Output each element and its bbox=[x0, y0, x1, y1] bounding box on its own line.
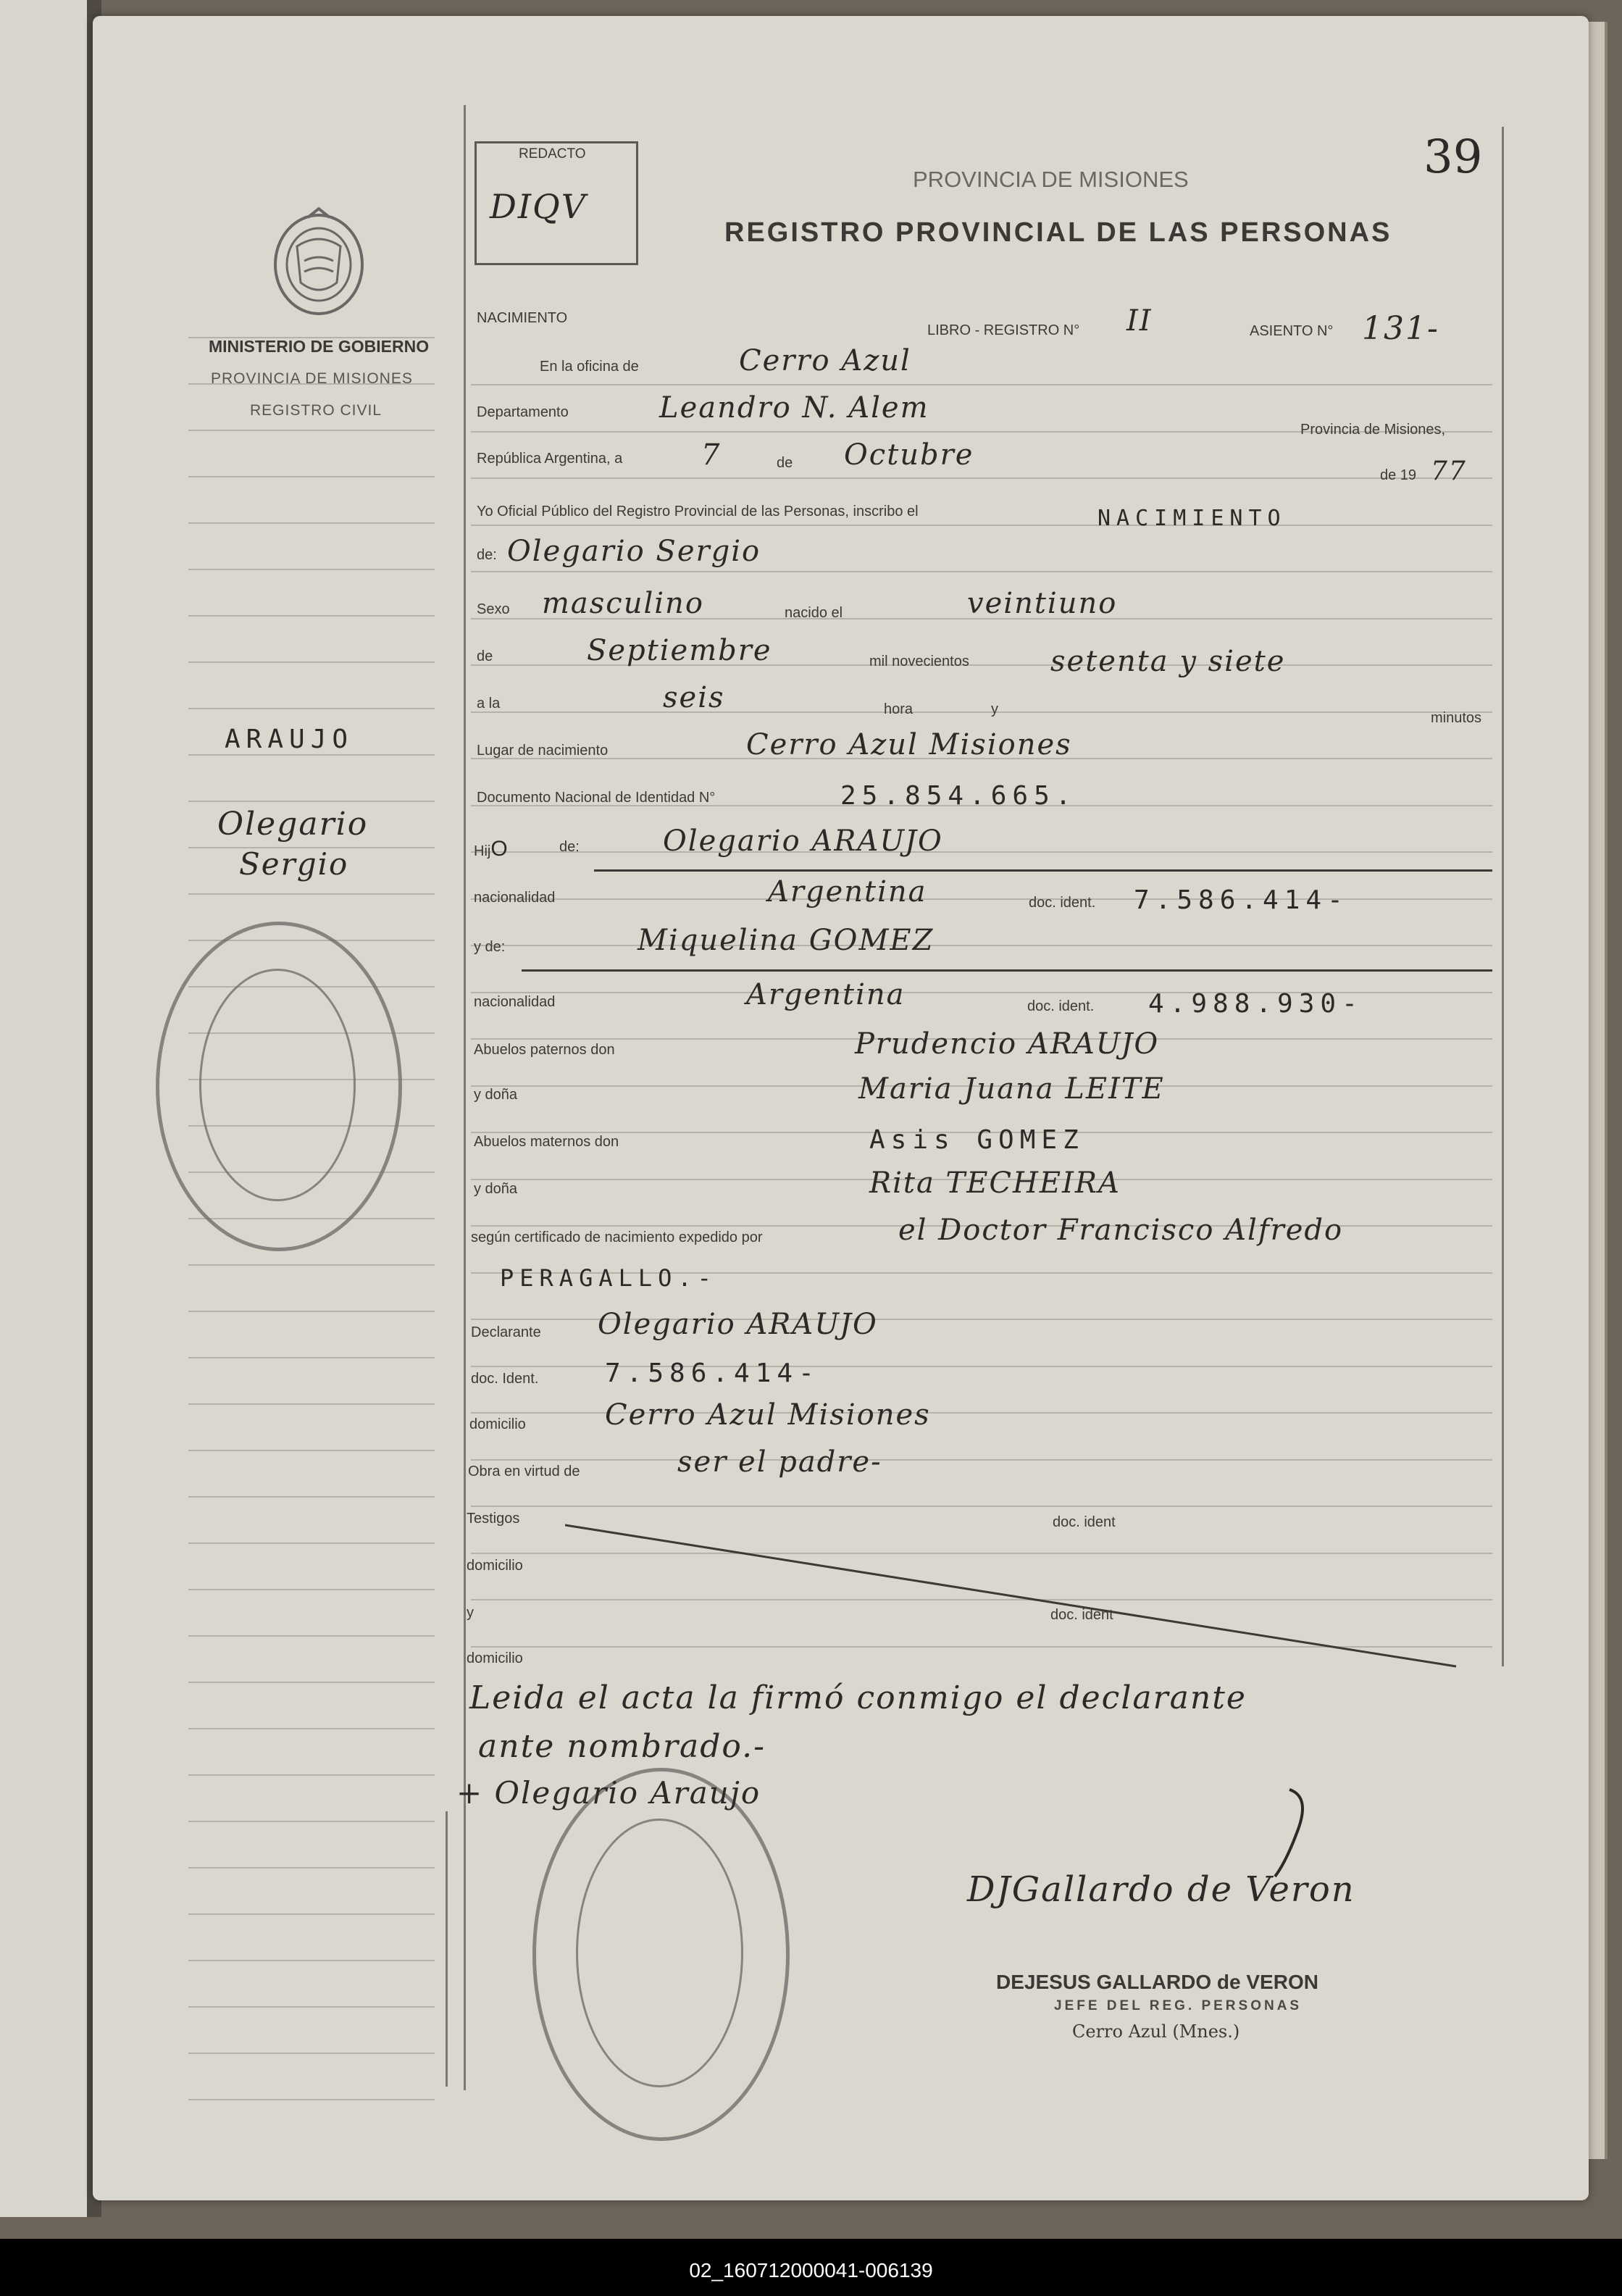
label-abuelos-paternos: Abuelos paternos don bbox=[474, 1042, 615, 1058]
margin-line-right bbox=[1502, 127, 1504, 1666]
redacto-initials: DIQV bbox=[490, 187, 587, 226]
label-domicilio-testigo: domicilio bbox=[467, 1558, 523, 1574]
ruled-line bbox=[188, 430, 435, 431]
label-docident-declarante: doc. Ident. bbox=[471, 1371, 539, 1387]
label-nacimiento: NACIMIENTO bbox=[477, 310, 568, 326]
value-padre: Olegario ARAUJO bbox=[663, 825, 943, 858]
ruled-line bbox=[188, 1264, 435, 1266]
coat-of-arms bbox=[264, 203, 373, 319]
official-signature: DJGallardo de Veron bbox=[967, 1869, 1355, 1910]
value-docident-declarante: 7.586.414- bbox=[605, 1358, 820, 1388]
label-minutos: minutos bbox=[1431, 710, 1482, 726]
label-abuelos-maternos: Abuelos maternos don bbox=[474, 1134, 619, 1150]
label-mil: mil novecientos bbox=[869, 654, 969, 669]
ministry-line2: PROVINCIA DE MISIONES bbox=[211, 370, 413, 387]
ruled-line bbox=[188, 1496, 435, 1498]
ruled-line bbox=[188, 2099, 435, 2100]
value-departamento: Leandro N. Alem bbox=[659, 391, 929, 425]
margin-given-2: Sergio bbox=[239, 846, 349, 882]
label-hij bbox=[474, 837, 508, 861]
label-y-dona-paterna: y doña bbox=[474, 1087, 518, 1103]
value-obra: ser el padre- bbox=[677, 1445, 882, 1479]
label-asiento: ASIENTO N° bbox=[1250, 323, 1334, 339]
value-anio-nac: setenta y siete bbox=[1050, 645, 1286, 678]
ruled-line bbox=[188, 476, 435, 477]
label-libro: LIBRO - REGISTRO N° bbox=[927, 322, 1080, 338]
label-nacionalidad-padre: nacionalidad bbox=[474, 890, 556, 906]
ruled-line bbox=[188, 754, 435, 756]
declarant-signature: + Olegario Araujo bbox=[456, 1775, 761, 1811]
value-abuelos-paternos: Prudencio ARAUJO bbox=[855, 1027, 1160, 1061]
margin-line-lower bbox=[446, 1811, 448, 2087]
label-yo-oficial: Yo Oficial Público del Registro Provincial de las Personas, inscribo el bbox=[477, 504, 919, 519]
value-nacido: veintiuno bbox=[967, 587, 1118, 620]
ruled-line bbox=[188, 1635, 435, 1637]
value-declarante: Olegario ARAUJO bbox=[598, 1308, 878, 1341]
label-hora: hora bbox=[884, 701, 914, 717]
left-page bbox=[0, 0, 87, 2217]
label-y-dona-materna: y doña bbox=[474, 1181, 518, 1197]
value-docident-madre: 4.988.930- bbox=[1148, 989, 1363, 1019]
province-heading: PROVINCIA DE MISIONES bbox=[913, 167, 1189, 192]
label-hij-prefix: Hij bbox=[474, 843, 491, 859]
label-departamento: Departamento bbox=[477, 404, 569, 420]
redacto-label: REDACTO bbox=[519, 146, 586, 162]
ruled-line bbox=[188, 1913, 435, 1915]
signature-flourish bbox=[1246, 1782, 1333, 1884]
ruled-line bbox=[188, 1728, 435, 1729]
label-de-nombre: de: bbox=[477, 547, 497, 563]
label-docident-padre: doc. ident. bbox=[1029, 895, 1096, 911]
value-segun: el Doctor Francisco Alfredo bbox=[898, 1214, 1344, 1247]
label-docident-testigo-2: doc. ident bbox=[1050, 1607, 1113, 1623]
margin-surname: ARAUJO bbox=[225, 725, 354, 754]
label-provincia: Provincia de Misiones, bbox=[1300, 422, 1446, 438]
value-hora: seis bbox=[663, 681, 725, 714]
label-de-mes-nac: de bbox=[477, 648, 493, 664]
closing-line-1: Leida el acta la firmó conmigo el declarante bbox=[469, 1679, 1247, 1716]
ruled-line bbox=[188, 1867, 435, 1869]
label-nacionalidad-madre: nacionalidad bbox=[474, 994, 556, 1010]
ruled-line bbox=[188, 2053, 435, 2054]
label-domicilio: domicilio bbox=[469, 1416, 526, 1432]
value-asiento: 131- bbox=[1362, 310, 1439, 347]
ruled-line bbox=[188, 1774, 435, 1776]
value-mes-nac: Septiembre bbox=[587, 634, 772, 667]
underline-padre bbox=[594, 869, 1492, 872]
label-oficina: En la oficina de bbox=[540, 359, 639, 375]
label-obra: Obra en virtud de bbox=[468, 1464, 580, 1479]
official-stamp-lower bbox=[532, 1768, 790, 2141]
ruled-line bbox=[188, 661, 435, 663]
ruled-line bbox=[188, 1450, 435, 1451]
ruled-line bbox=[188, 708, 435, 709]
label-dni: Documento Nacional de Identidad N° bbox=[477, 790, 716, 806]
form-ruled-line bbox=[471, 571, 1492, 572]
label-declarante: Declarante bbox=[471, 1324, 541, 1340]
label-y-minutos: y bbox=[991, 701, 998, 717]
form-ruled-line bbox=[471, 945, 1492, 946]
ruled-line bbox=[188, 1682, 435, 1683]
label-nacido: nacido el bbox=[785, 605, 843, 621]
value-dia: 7 bbox=[701, 438, 722, 472]
label-domicilio-testigo-2: domicilio bbox=[467, 1650, 523, 1666]
value-sexo: masculino bbox=[542, 587, 704, 620]
label-sexo: Sexo bbox=[477, 601, 510, 617]
label-y-testigo: y bbox=[467, 1605, 474, 1621]
ruled-line bbox=[188, 1821, 435, 1822]
label-lugar: Lugar de nacimiento bbox=[477, 743, 609, 759]
form-ruled-line bbox=[471, 711, 1492, 713]
ministry-line1: MINISTERIO DE GOBIERNO bbox=[209, 337, 430, 356]
label-anio: de 19 bbox=[1380, 467, 1417, 483]
label-docident-madre: doc. ident. bbox=[1027, 998, 1095, 1014]
form-ruled-line bbox=[471, 525, 1492, 526]
form-ruled-line bbox=[471, 1459, 1492, 1461]
form-ruled-line bbox=[471, 384, 1492, 385]
value-nacionalidad-padre: Argentina bbox=[768, 875, 927, 909]
ruled-line bbox=[188, 1589, 435, 1590]
ruled-line bbox=[188, 893, 435, 895]
label-y-de: y de: bbox=[474, 939, 506, 955]
ministry-line3: REGISTRO CIVIL bbox=[250, 402, 382, 419]
value-docident-padre: 7.586.414- bbox=[1134, 885, 1349, 915]
ruled-line bbox=[188, 801, 435, 802]
form-ruled-line bbox=[471, 1506, 1492, 1507]
label-testigos: Testigos bbox=[467, 1511, 520, 1527]
value-dni: 25.854.665. bbox=[840, 781, 1077, 811]
value-nombre: Olegario Sergio bbox=[507, 535, 761, 568]
label-segun: según certificado de nacimiento expedido por bbox=[471, 1230, 763, 1245]
ruled-line bbox=[188, 615, 435, 617]
value-libro: II bbox=[1126, 304, 1153, 338]
ruled-line bbox=[188, 1960, 435, 1961]
redacto-box bbox=[475, 141, 638, 265]
ruled-line bbox=[188, 2006, 435, 2008]
label-a-la: a la bbox=[477, 696, 501, 711]
label-de-mes: de bbox=[777, 455, 793, 471]
form-ruled-line bbox=[471, 851, 1492, 853]
witness-strike-line bbox=[565, 1521, 1463, 1674]
value-abuela-materna: Rita TECHEIRA bbox=[869, 1166, 1121, 1200]
ruled-line bbox=[188, 1311, 435, 1312]
value-madre: Miquelina GOMEZ bbox=[637, 924, 935, 957]
official-place: Cerro Azul (Mnes.) bbox=[1072, 2021, 1240, 2042]
underline-madre bbox=[522, 969, 1492, 972]
value-oficina: Cerro Azul bbox=[739, 344, 911, 377]
margin-given-1: Olegario bbox=[217, 806, 369, 843]
closing-line-2: ante nombrado.- bbox=[478, 1728, 766, 1765]
value-mes: Octubre bbox=[844, 438, 974, 472]
value-abuela-paterna: Maria Juana LEITE bbox=[858, 1072, 1165, 1106]
label-republica: República Argentina, a bbox=[477, 451, 623, 467]
label-hijo-de: de: bbox=[559, 839, 580, 855]
ruled-line bbox=[188, 522, 435, 524]
value-inscribo: NACIMIENTO bbox=[1098, 506, 1287, 531]
ruled-line bbox=[188, 1543, 435, 1544]
form-ruled-line bbox=[471, 477, 1492, 479]
official-title: JEFE DEL REG. PERSONAS bbox=[1054, 1998, 1303, 2013]
official-name: DEJESUS GALLARDO de VERON bbox=[996, 1971, 1318, 1993]
value-anio: 77 bbox=[1431, 456, 1467, 486]
ruled-line bbox=[188, 1357, 435, 1358]
value-lugar: Cerro Azul Misiones bbox=[746, 728, 1072, 761]
value-hij-suffix: O bbox=[490, 837, 508, 861]
value-domicilio: Cerro Azul Misiones bbox=[605, 1398, 931, 1432]
ruled-line bbox=[188, 1403, 435, 1405]
registry-title: REGISTRO PROVINCIAL DE LAS PERSONAS bbox=[724, 217, 1392, 248]
label-docident-testigo: doc. ident bbox=[1053, 1514, 1116, 1530]
value-abuelos-maternos: Asis GOMEZ bbox=[869, 1125, 1084, 1155]
ruled-line bbox=[188, 569, 435, 570]
value-segun-2: PERAGALLO.- bbox=[500, 1264, 717, 1292]
page-number: 39 bbox=[1424, 130, 1483, 184]
value-nacionalidad-madre: Argentina bbox=[746, 978, 906, 1011]
image-caption: 02_160712000041-006139 bbox=[689, 2259, 933, 2282]
official-stamp-upper bbox=[156, 922, 402, 1251]
